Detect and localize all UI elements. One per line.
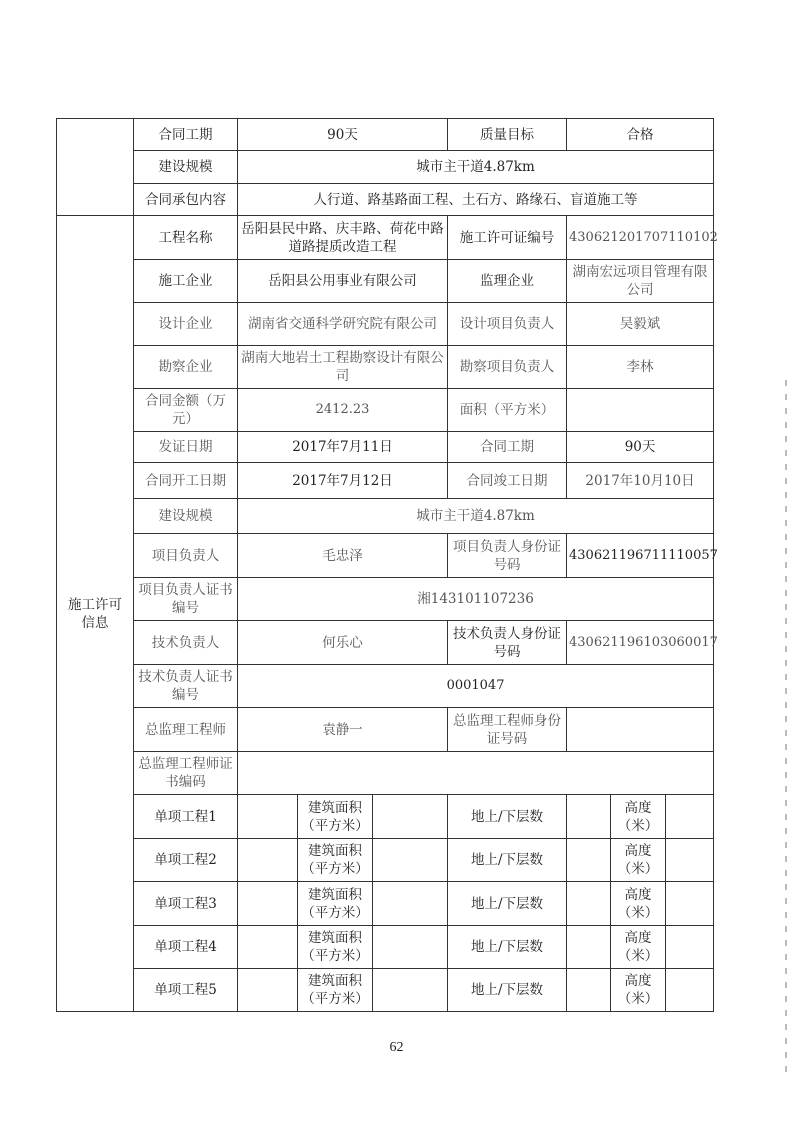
unit-floors-value bbox=[567, 926, 611, 969]
table-row bbox=[57, 119, 714, 151]
field-label: 合同承包内容 bbox=[134, 184, 238, 216]
table-row bbox=[57, 534, 714, 578]
page-number: 62 bbox=[389, 1040, 404, 1055]
field-value: 2017年7月12日 bbox=[238, 463, 448, 499]
field-label: 勘察企业 bbox=[134, 346, 238, 389]
unit-area-label: 建筑面积（平方米） bbox=[298, 969, 373, 1012]
field-label: 合同工期 bbox=[448, 432, 567, 463]
field-value: 430621196711110057 bbox=[567, 534, 714, 578]
unit-floors-value bbox=[567, 795, 611, 839]
unit-floors-value bbox=[567, 882, 611, 926]
field-label: 技术负责人证书编号 bbox=[134, 665, 238, 708]
unit-blank-cell bbox=[238, 839, 298, 882]
unit-label: 单项工程4 bbox=[134, 926, 238, 969]
unit-floors-value bbox=[567, 969, 611, 1012]
field-label: 合同开工日期 bbox=[134, 463, 238, 499]
field-value: 0001047 bbox=[238, 665, 714, 708]
unit-height-label: 高度（米） bbox=[611, 926, 666, 969]
field-label: 勘察项目负责人 bbox=[448, 346, 567, 389]
field-value bbox=[567, 389, 714, 432]
unit-area-label: 建筑面积（平方米） bbox=[298, 839, 373, 882]
table-row bbox=[57, 346, 714, 389]
table-row bbox=[57, 795, 714, 839]
field-label: 建设规模 bbox=[134, 151, 238, 184]
field-label: 施工企业 bbox=[134, 260, 238, 303]
field-value: 合格 bbox=[567, 119, 714, 151]
blank-section-cell bbox=[57, 119, 134, 216]
field-label: 项目负责人身份证号码 bbox=[448, 534, 567, 578]
field-label: 建设规模 bbox=[134, 499, 238, 534]
table-row bbox=[57, 708, 714, 752]
field-label: 总监理工程师身份证号码 bbox=[448, 708, 567, 752]
field-label: 设计项目负责人 bbox=[448, 303, 567, 346]
table-row bbox=[57, 389, 714, 432]
field-value: 湖南省交通科学研究院有限公司 bbox=[238, 303, 448, 346]
field-value: 430621201707110102 bbox=[567, 216, 714, 260]
unit-floors-label: 地上/下层数 bbox=[448, 882, 567, 926]
scan-edge-mark bbox=[785, 380, 787, 1080]
unit-height-label: 高度（米） bbox=[611, 839, 666, 882]
unit-blank-cell bbox=[238, 969, 298, 1012]
field-value: 90天 bbox=[567, 432, 714, 463]
field-label: 技术负责人 bbox=[134, 621, 238, 665]
field-label: 合同金额（万元） bbox=[134, 389, 238, 432]
table-row bbox=[57, 151, 714, 184]
unit-area-value bbox=[373, 926, 448, 969]
field-value: 何乐心 bbox=[238, 621, 448, 665]
unit-area-value bbox=[373, 969, 448, 1012]
field-label: 总监理工程师证书编码 bbox=[134, 752, 238, 795]
table-row bbox=[57, 926, 714, 969]
unit-blank-cell bbox=[238, 795, 298, 839]
unit-floors-label: 地上/下层数 bbox=[448, 795, 567, 839]
unit-height-value bbox=[666, 795, 714, 839]
field-label: 项目负责人证书编号 bbox=[134, 578, 238, 621]
unit-area-value bbox=[373, 839, 448, 882]
unit-blank-cell bbox=[238, 926, 298, 969]
unit-height-label: 高度（米） bbox=[611, 969, 666, 1012]
field-value bbox=[238, 752, 714, 795]
unit-area-label: 建筑面积（平方米） bbox=[298, 926, 373, 969]
table-row bbox=[57, 578, 714, 621]
field-value: 人行道、路基路面工程、土石方、路缘石、盲道施工等 bbox=[238, 184, 714, 216]
field-label: 设计企业 bbox=[134, 303, 238, 346]
unit-height-label: 高度（米） bbox=[611, 882, 666, 926]
unit-label: 单项工程2 bbox=[134, 839, 238, 882]
field-value: 袁静一 bbox=[238, 708, 448, 752]
unit-height-value bbox=[666, 926, 714, 969]
field-value: 90天 bbox=[238, 119, 448, 151]
unit-area-value bbox=[373, 795, 448, 839]
field-label: 总监理工程师 bbox=[134, 708, 238, 752]
field-label: 合同竣工日期 bbox=[448, 463, 567, 499]
field-value: 城市主干道4.87km bbox=[238, 499, 714, 534]
field-value: 湖南宏远项目管理有限公司 bbox=[567, 260, 714, 303]
unit-height-label: 高度（米） bbox=[611, 795, 666, 839]
field-label: 合同工期 bbox=[134, 119, 238, 151]
field-value: 岳阳县公用事业有限公司 bbox=[238, 260, 448, 303]
unit-area-label: 建筑面积（平方米） bbox=[298, 882, 373, 926]
table-row bbox=[57, 303, 714, 346]
field-value: 2412.23 bbox=[238, 389, 448, 432]
field-value bbox=[567, 708, 714, 752]
field-label: 质量目标 bbox=[448, 119, 567, 151]
field-label: 监理企业 bbox=[448, 260, 567, 303]
table-row bbox=[57, 621, 714, 665]
unit-label: 单项工程1 bbox=[134, 795, 238, 839]
field-value: 吴毅斌 bbox=[567, 303, 714, 346]
field-value: 湘143101107236 bbox=[238, 578, 714, 621]
table-row bbox=[57, 184, 714, 216]
unit-floors-label: 地上/下层数 bbox=[448, 969, 567, 1012]
unit-area-label: 建筑面积（平方米） bbox=[298, 795, 373, 839]
table-row bbox=[57, 882, 714, 926]
field-value: 2017年10月10日 bbox=[567, 463, 714, 499]
field-label: 发证日期 bbox=[134, 432, 238, 463]
table-row bbox=[57, 216, 714, 260]
unit-area-value bbox=[373, 882, 448, 926]
table-row bbox=[57, 839, 714, 882]
field-label: 项目负责人 bbox=[134, 534, 238, 578]
unit-height-value bbox=[666, 969, 714, 1012]
field-value: 李林 bbox=[567, 346, 714, 389]
field-value: 毛忠泽 bbox=[238, 534, 448, 578]
unit-floors-label: 地上/下层数 bbox=[448, 839, 567, 882]
unit-height-value bbox=[666, 882, 714, 926]
field-value: 城市主干道4.87km bbox=[238, 151, 714, 184]
field-value: 岳阳县民中路、庆丰路、荷花中路道路提质改造工程 bbox=[238, 216, 448, 260]
table-row bbox=[57, 432, 714, 463]
field-label: 工程名称 bbox=[134, 216, 238, 260]
field-value: 2017年7月11日 bbox=[238, 432, 448, 463]
unit-height-value bbox=[666, 839, 714, 882]
unit-label: 单项工程3 bbox=[134, 882, 238, 926]
permit-info-table bbox=[56, 118, 718, 1012]
table-row bbox=[57, 499, 714, 534]
field-value: 湖南大地岩土工程勘察设计有限公司 bbox=[238, 346, 448, 389]
unit-label: 单项工程5 bbox=[134, 969, 238, 1012]
field-label: 面积（平方米） bbox=[448, 389, 567, 432]
table-row bbox=[57, 463, 714, 499]
field-value: 430621196103060017 bbox=[567, 621, 714, 665]
unit-floors-label: 地上/下层数 bbox=[448, 926, 567, 969]
field-label: 施工许可证编号 bbox=[448, 216, 567, 260]
table-row bbox=[57, 752, 714, 795]
unit-floors-value bbox=[567, 839, 611, 882]
section-label: 施工许可信息 bbox=[57, 216, 134, 1012]
table-row bbox=[57, 665, 714, 708]
field-label: 技术负责人身份证号码 bbox=[448, 621, 567, 665]
unit-blank-cell bbox=[238, 882, 298, 926]
table-row bbox=[57, 260, 714, 303]
table-row bbox=[57, 969, 714, 1012]
